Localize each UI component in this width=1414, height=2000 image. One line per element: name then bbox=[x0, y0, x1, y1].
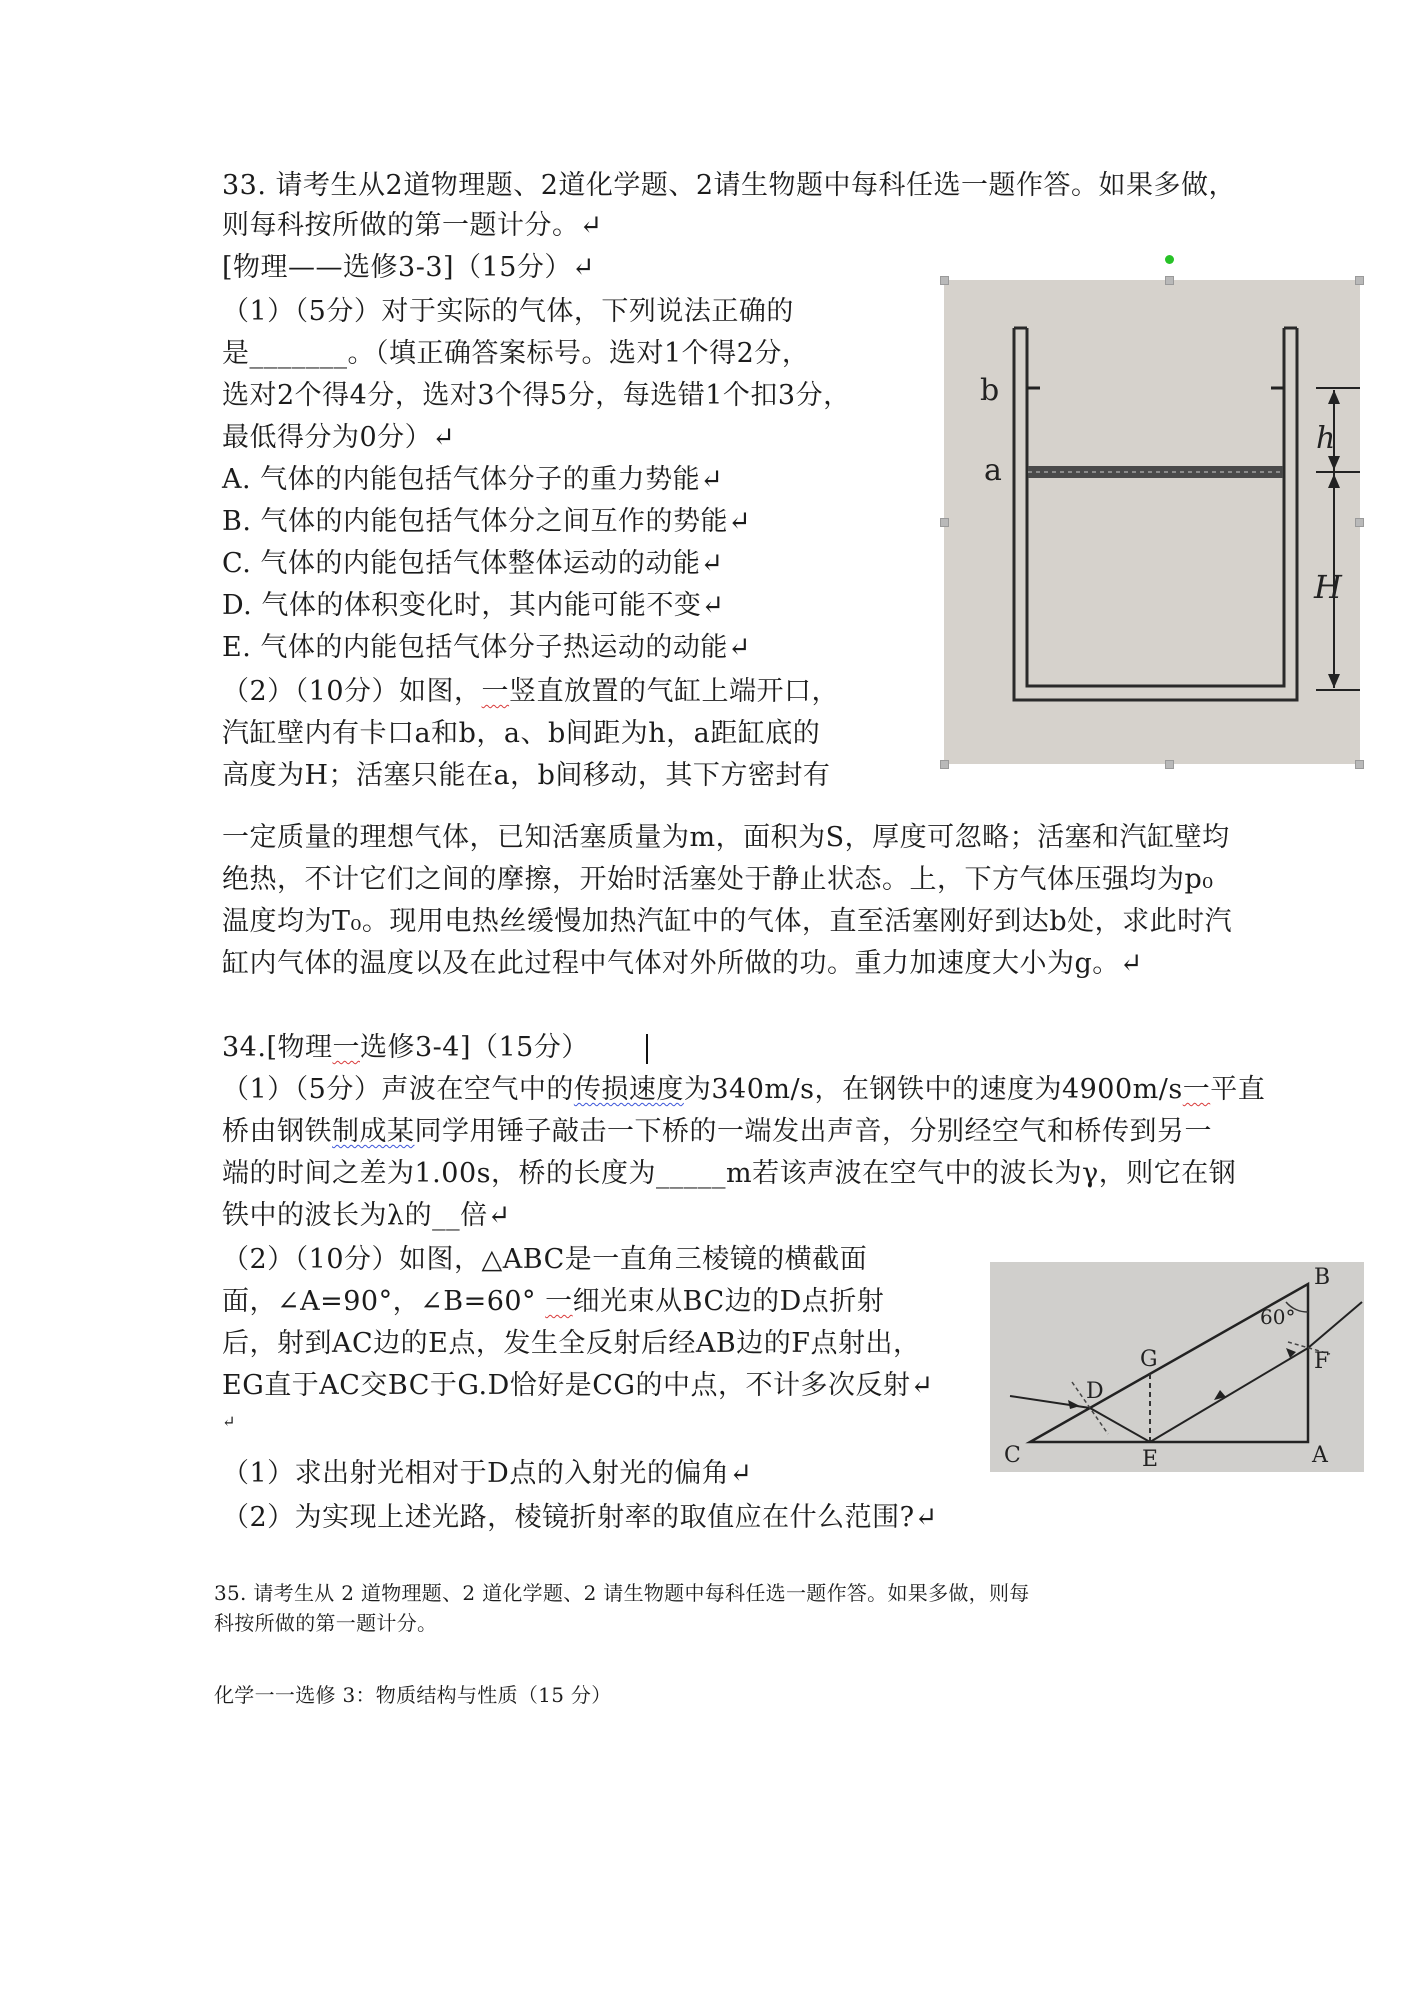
resize-handle-bc[interactable] bbox=[1165, 760, 1174, 769]
vertex-A-label: A bbox=[1312, 1443, 1328, 1468]
q33-part2-line-1 bbox=[222, 672, 839, 712]
resize-handle-bl[interactable] bbox=[940, 760, 949, 769]
stop-a-label: a bbox=[984, 453, 1002, 488]
vertex-B-label: B bbox=[1314, 1265, 1331, 1290]
q33-option-b: B. 气体的内能包括气体分之间互作的势能↵ bbox=[222, 506, 752, 537]
resize-handle-br[interactable] bbox=[1355, 760, 1364, 769]
q34-part2-line-1: （2）（10分）如图，△ABC是一直角三棱镜的横截面 bbox=[222, 1244, 868, 1275]
cylinder-figure[interactable] bbox=[944, 280, 1360, 764]
q33-intro-line-2: 则每科按所做的第一题计分。↵ bbox=[222, 210, 603, 241]
q34-text: 同学用锤子敲击一下桥的一端发出声音，分别经空气和桥传到另一 bbox=[414, 1116, 1212, 1147]
q35-line-2: 科按所做的第一题计分。 bbox=[214, 1611, 438, 1635]
q33-option-a: A. 气体的内能包括气体分子的重力势能↵ bbox=[222, 464, 724, 495]
q35-section-title: 化学一一选修 3：物质结构与性质（15 分） bbox=[214, 1683, 612, 1707]
q34-part1-line-2 bbox=[222, 1112, 1212, 1152]
q34-sub-question-2: （2）为实现上述光路，棱镜折射率的取值应在什么范围?↵ bbox=[222, 1502, 938, 1533]
q34-part1-line-1 bbox=[222, 1070, 1265, 1110]
spelling-mark: 一 bbox=[481, 676, 510, 707]
spelling-mark: 一 bbox=[545, 1286, 573, 1317]
q35-line-1: 35. 请考生从 2 道物理题、2 道化学题、2 请生物题中每科任选一题作答。如果多做，则每 bbox=[214, 1581, 1030, 1605]
q33-part1-line-4: 最低得分为0分）↵ bbox=[222, 422, 456, 453]
spelling-mark: 一 bbox=[1182, 1074, 1211, 1105]
point-F-label: F bbox=[1314, 1349, 1330, 1374]
q33-section-title: [物理——选修3-3]（15分）↵ bbox=[222, 252, 596, 283]
point-D-label: D bbox=[1086, 1379, 1104, 1404]
height-h-label: h bbox=[1316, 421, 1336, 456]
q33-part2-line-7: 缸内气体的温度以及在此过程中气体对外所做的功。重力加速度大小为g。↵ bbox=[222, 948, 1143, 979]
q34-title bbox=[222, 1028, 589, 1068]
q34-sub-question-1: （1）求出射光相对于D点的入射光的偏角↵ bbox=[222, 1458, 753, 1489]
rotate-handle[interactable] bbox=[1165, 255, 1174, 264]
q34-part2-line-2 bbox=[222, 1282, 884, 1322]
prism-diagram bbox=[990, 1262, 1364, 1472]
q34-title-text: 34.[物理 bbox=[222, 1032, 333, 1063]
q34-text: 细光束从BC边的D点折射 bbox=[572, 1286, 885, 1317]
resize-handle-mr[interactable] bbox=[1355, 518, 1364, 527]
height-H-label: H bbox=[1314, 568, 1342, 606]
q33-part2-line-6: 温度均为T₀。现用电热丝缓慢加热汽缸中的气体，直至活塞刚好到达b处，求此时汽 bbox=[222, 906, 1233, 937]
grammar-mark: 传损速度 bbox=[573, 1074, 684, 1105]
q33-part1-line-3: 选对2个得4分，选对3个得5分，每选错1个扣3分， bbox=[222, 380, 851, 411]
cylinder-diagram bbox=[944, 280, 1360, 764]
angle-60-label: 60° bbox=[1260, 1305, 1296, 1329]
q33-part1-line-1: （1）（5分）对于实际的气体，下列说法正确的 bbox=[222, 296, 794, 327]
q33-part1-line-2: 是_______。（填正确答案标号。选对1个得2分， bbox=[222, 338, 810, 369]
q33-option-c: C. 气体的内能包括气体整体运动的动能↵ bbox=[222, 548, 724, 579]
q33-part2-line-2: 汽缸壁内有卡口a和b，a、b间距为h，a距缸底的 bbox=[222, 718, 821, 749]
q34-title-text: 选修3-4]（15分） bbox=[359, 1032, 589, 1063]
q34-part1-line-3: 端的时间之差为1.00s，桥的长度为_____m若该声波在空气中的波长为γ，则它在钢 bbox=[222, 1158, 1237, 1189]
stop-b-label: b bbox=[980, 373, 1000, 408]
q33-option-e: E. 气体的内能包括气体分子热运动的动能↵ bbox=[222, 632, 751, 663]
q34-part2-line-4: EG直于AC交BC于G.D恰好是CG的中点，不计多次反射↵ bbox=[222, 1370, 934, 1401]
q34-text: （1）（5分）声波在空气中的 bbox=[222, 1074, 574, 1105]
q33-part2-line-4: 一定质量的理想气体，已知活塞质量为m，面积为S，厚度可忽略；活塞和汽缸壁均 bbox=[222, 822, 1230, 853]
point-E-label: E bbox=[1142, 1447, 1159, 1472]
text-cursor bbox=[646, 1034, 648, 1064]
prism-figure bbox=[990, 1262, 1364, 1472]
q34-text: 为340m/s，在钢铁中的速度为4900m/s bbox=[683, 1074, 1183, 1105]
resize-handle-ml[interactable] bbox=[940, 518, 949, 527]
q34-text: 平直 bbox=[1210, 1074, 1266, 1105]
resize-handle-tr[interactable] bbox=[1355, 276, 1364, 285]
q34-part2-line-3: 后，射到AC边的E点，发生全反射后经AB边的F点射出， bbox=[222, 1328, 921, 1359]
q33-part2-text: 竖直放置的气缸上端开口， bbox=[509, 676, 840, 707]
grammar-mark: 制成某 bbox=[332, 1116, 415, 1147]
spelling-mark: 一 bbox=[332, 1032, 360, 1063]
q33-option-d: D. 气体的体积变化时，其内能可能不变↵ bbox=[222, 590, 725, 621]
q33-intro-line-1: 33. 请考生从2道物理题、2道化学题、2请生物题中每科任选一题作答。如果多做， bbox=[222, 170, 1237, 201]
q33-part2-text: （2）（10分）如图， bbox=[222, 676, 482, 707]
q34-text: 桥由钢铁 bbox=[222, 1116, 332, 1147]
point-G-label: G bbox=[1140, 1347, 1158, 1372]
q34-empty-line: ↵ bbox=[222, 1412, 236, 1431]
q34-text: 面，∠A=90°，∠B=60° bbox=[222, 1286, 537, 1317]
q33-part2-line-3: 高度为H；活塞只能在a，b间移动，其下方密封有 bbox=[222, 760, 831, 791]
q33-part2-line-5: 绝热，不计它们之间的摩擦，开始时活塞处于静止状态。上，下方气体压强均为p₀ bbox=[222, 864, 1214, 895]
vertex-C-label: C bbox=[1004, 1443, 1021, 1468]
resize-handle-tl[interactable] bbox=[940, 276, 949, 285]
q34-part1-line-4: 铁中的波长为λ的__倍↵ bbox=[222, 1200, 511, 1231]
resize-handle-tc[interactable] bbox=[1165, 276, 1174, 285]
